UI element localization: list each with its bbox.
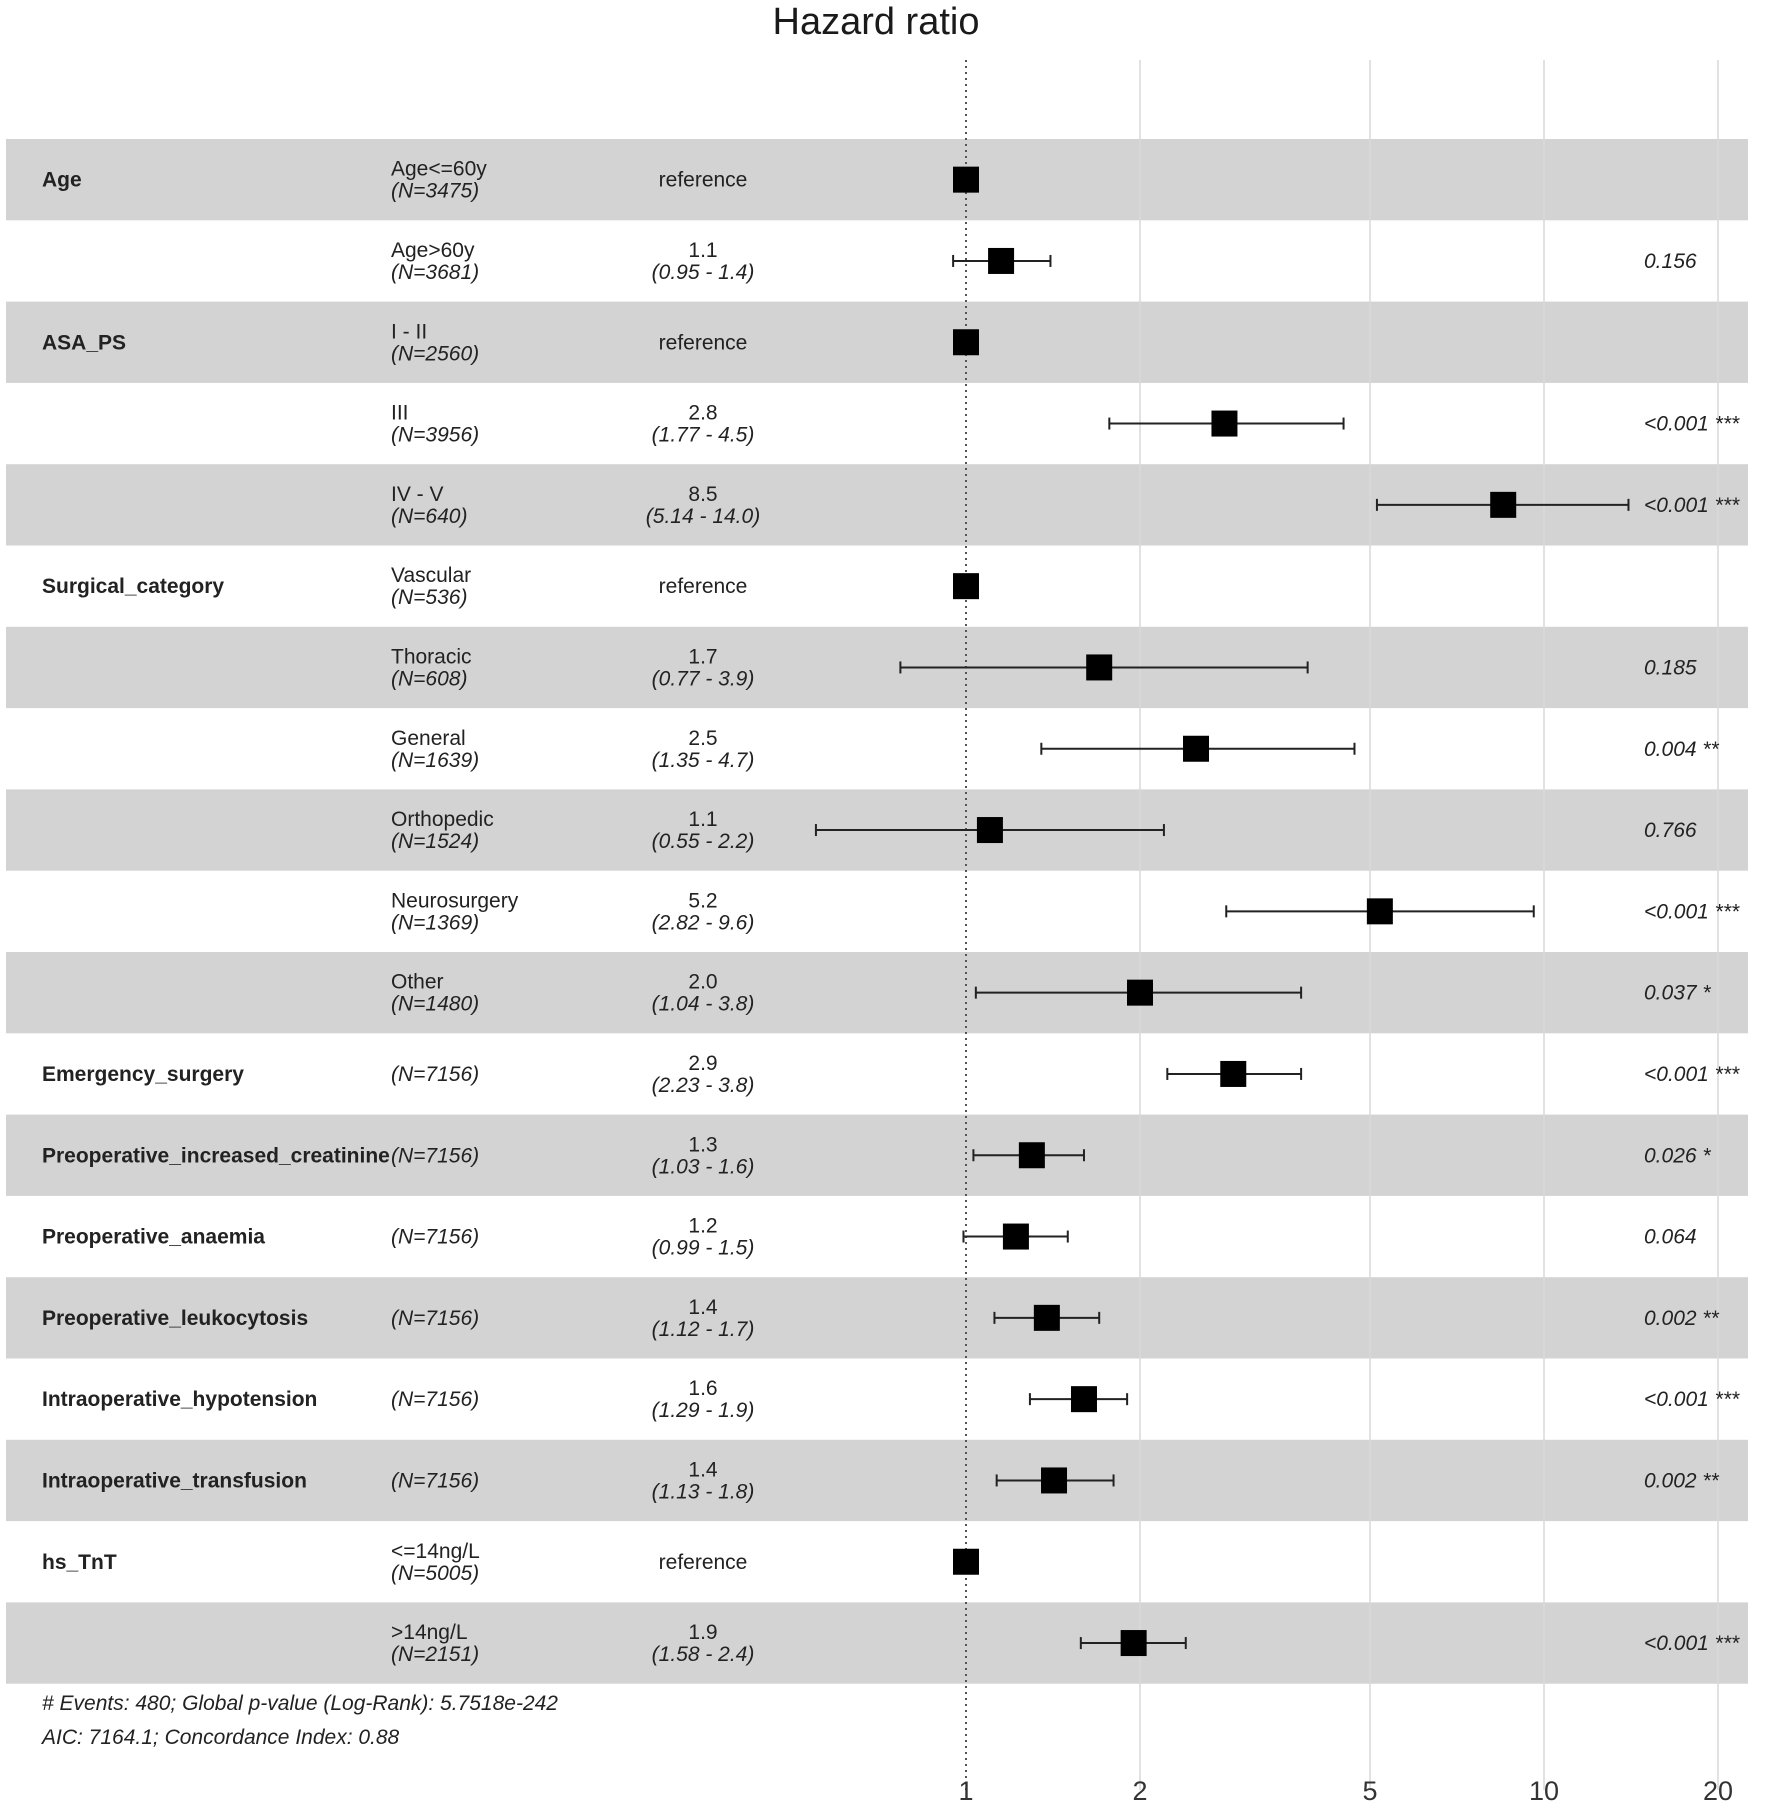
hazard-ratio-marker: [1034, 1305, 1060, 1331]
n-label: (N=536): [391, 586, 468, 610]
hazard-ratio-marker: [1019, 1142, 1045, 1168]
hazard-ratio-marker: [953, 329, 979, 355]
footnote-aic: AIC: 7164.1; Concordance Index: 0.88: [42, 1726, 400, 1749]
hazard-ratio-marker: [953, 573, 979, 599]
level-label: >14ng/L: [391, 1621, 468, 1645]
estimate-label: 1.1: [688, 238, 718, 262]
n-label: (N=3956): [391, 423, 480, 447]
variable-label: ASA_PS: [42, 331, 127, 355]
ci-label: (1.04 - 3.8): [651, 992, 755, 1016]
estimate-label: 5.2: [688, 889, 718, 913]
hazard-ratio-marker: [1003, 1224, 1029, 1250]
estimate-label: 1.7: [688, 645, 718, 669]
hazard-ratio-marker: [977, 817, 1003, 843]
x-tick-label: 5: [1362, 1776, 1378, 1806]
p-value-label: <0.001 ***: [1644, 1632, 1740, 1656]
hazard-ratio-marker: [1086, 654, 1112, 680]
ci-label: (5.14 - 14.0): [645, 504, 761, 528]
ci-label: (0.95 - 1.4): [651, 260, 755, 284]
estimate-label: 1.2: [688, 1214, 718, 1238]
estimate-label: 1.4: [688, 1295, 718, 1319]
n-label: (N=608): [391, 667, 468, 691]
p-value-label: 0.766: [1644, 819, 1697, 843]
n-label: (N=1480): [391, 992, 480, 1016]
estimate-label: 2.5: [688, 726, 718, 750]
p-value-label: 0.002 **: [1644, 1306, 1719, 1330]
n-label: (N=7156): [391, 1062, 480, 1086]
level-label: General: [391, 726, 466, 750]
ci-label: (1.29 - 1.9): [651, 1399, 755, 1423]
row-band: [6, 627, 1748, 708]
row-band: [6, 952, 1748, 1033]
variable-label: Intraoperative_hypotension: [42, 1388, 318, 1412]
estimate-label: reference: [658, 168, 748, 192]
level-label: I - II: [391, 320, 428, 344]
chart-title: Hazard ratio: [772, 1, 980, 43]
ci-label: (1.77 - 4.5): [651, 423, 755, 447]
hazard-ratio-marker: [1071, 1386, 1097, 1412]
level-label: III: [391, 401, 409, 425]
variable-label: Preoperative_increased_creatinine: [42, 1144, 390, 1168]
n-label: (N=1369): [391, 911, 480, 935]
row-band: [6, 302, 1748, 383]
hazard-ratio-marker: [1367, 898, 1393, 924]
estimate-label: 2.0: [688, 970, 718, 994]
estimate-label: 8.5: [688, 482, 718, 506]
hazard-ratio-marker: [1490, 492, 1516, 518]
p-value-label: 0.156: [1644, 249, 1697, 273]
estimate-label: reference: [658, 331, 748, 355]
estimate-label: 1.6: [688, 1377, 718, 1401]
hazard-ratio-marker: [953, 167, 979, 193]
hazard-ratio-marker: [1121, 1630, 1147, 1656]
n-label: (N=7156): [391, 1469, 480, 1493]
n-label: (N=7156): [391, 1144, 480, 1168]
x-axis-ticks: [958, 1776, 1733, 1806]
row-band: [6, 1602, 1748, 1683]
ci-label: (0.55 - 2.2): [651, 830, 755, 854]
p-value-label: 0.026 *: [1644, 1144, 1711, 1168]
n-label: (N=7156): [391, 1225, 480, 1249]
n-label: (N=1524): [391, 830, 480, 854]
level-label: <=14ng/L: [391, 1539, 480, 1563]
n-label: (N=7156): [391, 1306, 480, 1330]
estimate-label: reference: [658, 1550, 748, 1574]
n-label: (N=3681): [391, 260, 480, 284]
estimate-label: 1.9: [688, 1621, 718, 1645]
p-value-label: 0.037 *: [1644, 981, 1711, 1005]
n-label: (N=7156): [391, 1388, 480, 1412]
ci-label: (1.12 - 1.7): [651, 1317, 755, 1341]
variable-label: hs_TnT: [42, 1550, 117, 1574]
hazard-ratio-marker: [953, 1549, 979, 1575]
variable-label: Emergency_surgery: [42, 1062, 244, 1086]
variable-label: Intraoperative_transfusion: [42, 1469, 307, 1493]
estimate-label: reference: [658, 575, 748, 599]
estimate-label: 2.8: [688, 401, 718, 425]
estimate-label: 1.4: [688, 1458, 718, 1482]
estimate-label: 1.3: [688, 1133, 718, 1157]
ci-label: (1.13 - 1.8): [651, 1480, 755, 1504]
n-label: (N=640): [391, 504, 468, 528]
level-label: Age<=60y: [391, 157, 487, 181]
variable-label: Surgical_category: [42, 575, 225, 599]
ci-label: (0.77 - 3.9): [651, 667, 755, 691]
ci-label: (2.23 - 3.8): [651, 1073, 755, 1097]
variable-label: Age: [42, 168, 82, 192]
ci-label: (1.03 - 1.6): [651, 1155, 755, 1179]
hazard-ratio-marker: [1220, 1061, 1246, 1087]
variable-label: Preoperative_leukocytosis: [42, 1306, 309, 1330]
variable-label: Preoperative_anaemia: [42, 1225, 265, 1249]
n-label: (N=5005): [391, 1561, 480, 1585]
x-tick-label: 10: [1528, 1776, 1560, 1806]
ci-label: (1.35 - 4.7): [651, 748, 755, 772]
hazard-ratio-marker: [1041, 1467, 1067, 1493]
p-value-label: 0.064: [1644, 1225, 1697, 1249]
footnote-events: # Events: 480; Global p-value (Log-Rank): 5.7518e-242: [42, 1692, 558, 1715]
level-label: Vascular: [391, 564, 472, 588]
hazard-ratio-marker: [988, 248, 1014, 274]
n-label: (N=3475): [391, 179, 480, 203]
level-label: Other: [391, 970, 444, 994]
ci-label: (0.99 - 1.5): [651, 1236, 755, 1260]
row-band: [6, 139, 1748, 220]
p-value-label: <0.001 ***: [1644, 412, 1740, 436]
p-value-label: <0.001 ***: [1644, 493, 1740, 517]
level-label: Orthopedic: [391, 808, 494, 832]
p-value-label: <0.001 ***: [1644, 1388, 1740, 1412]
estimate-label: 2.9: [688, 1051, 718, 1075]
x-tick-label: 2: [1132, 1776, 1148, 1806]
estimate-markers: [816, 167, 1629, 1656]
ci-label: (2.82 - 9.6): [651, 911, 755, 935]
n-label: (N=2560): [391, 342, 480, 366]
p-value-label: <0.001 ***: [1644, 1062, 1740, 1086]
p-value-label: 0.185: [1644, 656, 1697, 680]
estimate-label: 1.1: [688, 808, 718, 832]
p-value-label: 0.002 **: [1644, 1469, 1719, 1493]
n-label: (N=1639): [391, 748, 480, 772]
hazard-ratio-marker: [1211, 411, 1237, 437]
x-tick-label: 1: [958, 1776, 974, 1806]
level-label: Age>60y: [391, 238, 475, 262]
level-label: IV - V: [391, 482, 444, 506]
n-label: (N=2151): [391, 1643, 480, 1667]
hazard-ratio-marker: [1127, 980, 1153, 1006]
hazard-ratio-marker: [1183, 736, 1209, 762]
ci-label: (1.58 - 2.4): [651, 1643, 755, 1667]
p-value-label: 0.004 **: [1644, 737, 1719, 761]
level-label: Neurosurgery: [391, 889, 519, 913]
p-value-label: <0.001 ***: [1644, 900, 1740, 924]
x-tick-label: 20: [1702, 1776, 1734, 1806]
level-label: Thoracic: [391, 645, 472, 669]
